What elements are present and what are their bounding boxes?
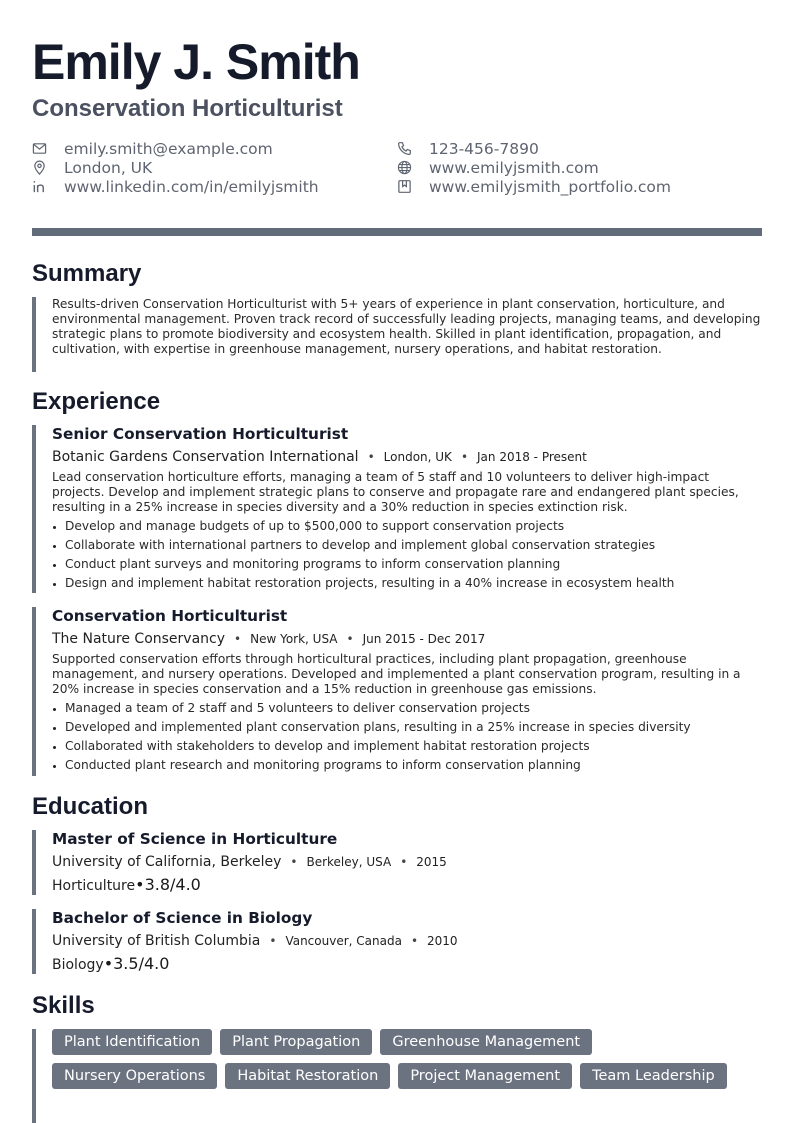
job-dates: Jan 2018 - Present <box>477 450 587 464</box>
job-bullet: Developed and implemented plant conservation plans, resulting in a 25% increase in species diversity <box>52 718 762 737</box>
separator-dot: • <box>460 450 469 464</box>
mail-icon <box>32 141 47 156</box>
contact-website[interactable] <box>397 158 599 177</box>
job-bullet: Design and implement habitat restoration projects, resulting in a 40% increase in ecosystem health <box>52 574 762 593</box>
graduation-year: 2010 <box>427 934 458 948</box>
contact-linkedin-text: www.linkedin.com/in/emilyjsmith <box>64 177 319 196</box>
candidate-name: Emily J. Smith <box>32 34 360 90</box>
experience-heading: Experience <box>32 388 161 415</box>
location-pin-icon <box>32 160 47 175</box>
gpa: 3.8/4.0 <box>144 875 201 894</box>
school-location: Berkeley, USA <box>306 855 392 869</box>
contact-email-text: emily.smith@example.com <box>64 139 273 158</box>
education-meta <box>52 933 762 949</box>
job-bullet: Conducted plant research and monitoring programs to inform conservation planning <box>52 756 762 775</box>
contact-phone-text: 123-456-7890 <box>429 139 539 158</box>
header-divider <box>32 228 762 236</box>
separator-dot: • <box>103 954 114 973</box>
separator-dot: • <box>234 632 242 646</box>
job-entry <box>32 425 762 593</box>
education-heading: Education <box>32 793 149 820</box>
summary-heading: Summary <box>32 260 142 287</box>
degree-title: Bachelor of Science in Biology <box>52 909 313 927</box>
skill-tag: Project Management <box>398 1063 572 1089</box>
skill-tag: Nursery Operations <box>52 1063 217 1089</box>
education-field-line <box>52 875 762 894</box>
field-of-study: Horticulture <box>52 878 136 894</box>
skill-tag: Habitat Restoration <box>225 1063 390 1089</box>
separator-dot: • <box>400 855 408 869</box>
job-description: Lead conservation horticulture efforts, managing a team of 5 staff and 10 volunteers to deliver high-impact projects. Develop and implement strategic plans to conserve and propagate rare and endangered plant species, resulting in a 25% increase in species diversity and a 30% reduction in species extinction risk. <box>52 470 739 514</box>
portfolio-icon <box>397 179 412 194</box>
job-bullets <box>52 699 762 775</box>
linkedin-icon <box>32 179 47 194</box>
separator-dot: • <box>346 632 354 646</box>
job-organization: Botanic Gardens Conservation International <box>52 449 359 465</box>
job-organization: The Nature Conservancy <box>52 631 226 647</box>
job-description: Supported conservation efforts through horticultural practices, including plant propagation, greenhouse management, and nursery operations. Developed and implemented a plant conservation program, resulting in a 20% increase in species conservation and a 15% reduction in greenhouse gas emissions. <box>52 652 741 696</box>
separator-dot: • <box>410 934 419 948</box>
contact-location-text: London, UK <box>64 158 153 177</box>
education-entry <box>32 909 762 974</box>
job-bullet: Collaborate with international partners to develop and implement global conservation strategies <box>52 536 762 555</box>
job-bullet: Conduct plant surveys and monitoring programs to inform conservation planning <box>52 555 762 574</box>
skill-tag: Plant Propagation <box>220 1029 372 1055</box>
phone-icon <box>397 141 412 156</box>
contact-portfolio[interactable] <box>397 177 671 196</box>
job-title: Conservation Horticulturist <box>52 607 288 625</box>
job-meta <box>52 631 762 647</box>
job-bullet: Develop and manage budgets of up to $500,000 to support conservation projects <box>52 517 762 536</box>
education-meta <box>52 854 762 870</box>
contact-portfolio-text: www.emilyjsmith_portfolio.com <box>429 177 671 196</box>
skills-heading: Skills <box>32 992 95 1019</box>
field-of-study: Biology <box>52 957 104 973</box>
job-location: London, UK <box>383 450 452 464</box>
degree-title: Master of Science in Horticulture <box>52 830 338 848</box>
contact-linkedin[interactable] <box>32 177 319 196</box>
education-entry <box>32 830 762 895</box>
job-meta <box>52 449 762 465</box>
skills-block <box>32 1029 762 1123</box>
job-dates: Jun 2015 - Dec 2017 <box>362 632 486 646</box>
skill-tag: Team Leadership <box>580 1063 727 1089</box>
job-bullet: Managed a team of 2 staff and 5 volunteers to deliver conservation projects <box>52 699 762 718</box>
school-name: University of British Columbia <box>52 933 261 949</box>
school-name: University of California, Berkeley <box>52 854 282 870</box>
skill-tag: Plant Identification <box>52 1029 212 1055</box>
job-bullets <box>52 517 762 593</box>
job-bullet: Collaborated with stakeholders to develop and implement habitat restoration projects <box>52 737 762 756</box>
summary-block <box>32 297 762 372</box>
contact-location <box>32 158 152 177</box>
job-title: Senior Conservation Horticulturist <box>52 425 349 443</box>
candidate-title: Conservation Horticulturist <box>32 95 343 122</box>
education-field-line <box>52 954 762 973</box>
contact-website-text: www.emilyjsmith.com <box>429 158 599 177</box>
separator-dot: • <box>367 450 375 464</box>
summary-text: Results-driven Conservation Horticulturist with 5+ years of experience in plant conservation, horticulture, and environmental management. Proven track record of successfully leading projects, managing teams, and developing strategic plans to promote biodiversity and ecosystem health. Skilled in plant identification, propagation, and cultivation, with expertise in greenhouse management, nursery operations, and habitat restoration. <box>52 297 761 356</box>
job-location: New York, USA <box>250 632 338 646</box>
separator-dot: • <box>290 855 298 869</box>
separator-dot: • <box>269 934 277 948</box>
job-entry <box>32 607 762 776</box>
skill-tag: Greenhouse Management <box>380 1029 592 1055</box>
separator-dot: • <box>135 875 145 894</box>
contact-phone[interactable] <box>397 139 539 158</box>
graduation-year: 2015 <box>416 855 447 869</box>
globe-icon <box>397 160 412 175</box>
contact-email[interactable] <box>32 139 273 158</box>
gpa: 3.5/4.0 <box>113 954 170 973</box>
school-location: Vancouver, Canada <box>285 934 402 948</box>
skills-tags <box>52 1029 752 1089</box>
